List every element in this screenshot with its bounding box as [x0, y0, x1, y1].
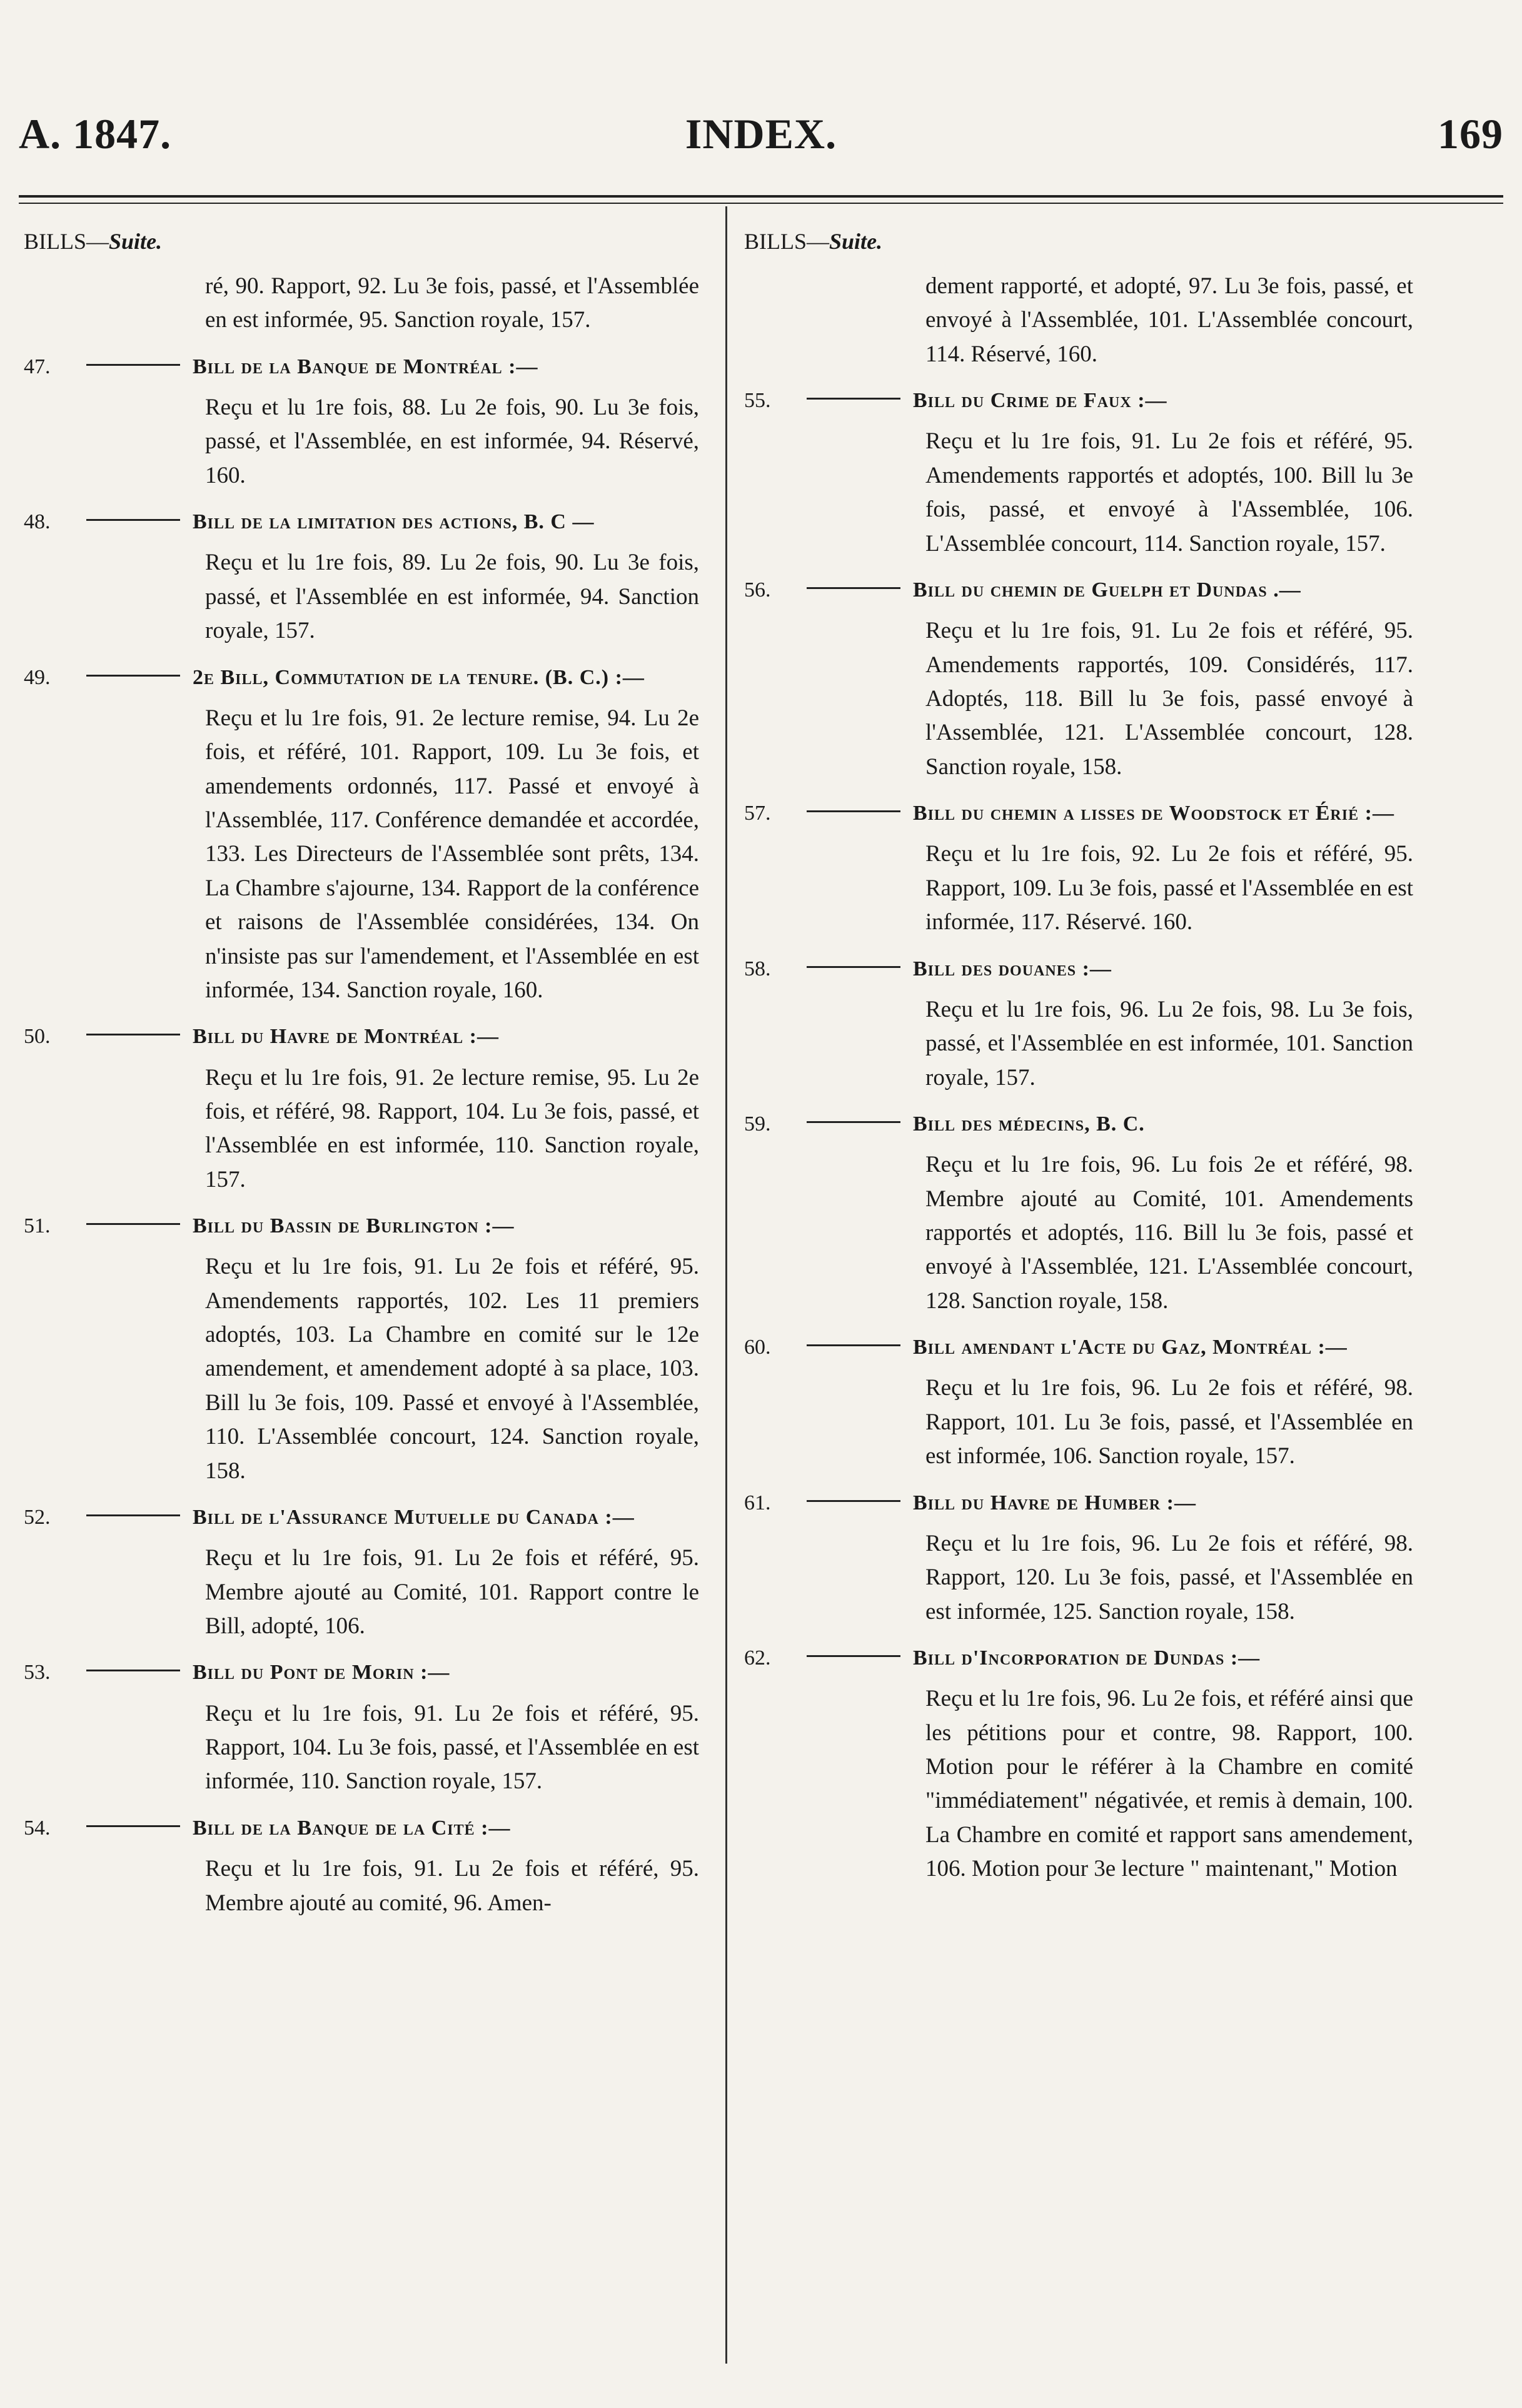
entry-head: [24, 506, 712, 537]
heading-suite: Suite.: [109, 229, 163, 254]
index-entry: [744, 1643, 1426, 1887]
entry-dash: [86, 364, 180, 366]
entry-head: [744, 1332, 1426, 1363]
entry-number: 48.: [24, 510, 51, 534]
entry-number: 52.: [24, 1505, 51, 1529]
entry-title: Bill de la Banque de Montréal :—: [193, 355, 538, 378]
index-entry: [24, 1657, 712, 1798]
index-entry: [24, 1211, 712, 1488]
entry-text: Reçu et lu 1re fois, 96. Lu 2e fois et référé, 98. Rapport, 120. Lu 3e fois, passé, et l'Assemblée en est informée, 125. Sanction royale, 158.: [925, 1530, 1413, 1625]
entry-number: 51.: [24, 1214, 51, 1238]
index-entry: [744, 385, 1426, 561]
entry-text: Reçu et lu 1re fois, 96. Lu 2e fois, et référé ainsi que les pétitions pour et contre, 98. Rapport, 100. Motion pour le référer à la Chambre en comité "immédiatement" négativée, et remis à demain, 100. La Chambre en comité et rapport sans amendement, 106. Motion pour 3e lecture " maintenant," Motion: [925, 1686, 1413, 1882]
header-rule-thin: [19, 203, 1503, 204]
entry-number: 58.: [744, 957, 771, 980]
entry-title: Bill de la Banque de la Cité :—: [193, 1816, 511, 1840]
index-entry: [744, 798, 1426, 939]
index-entry: [744, 1488, 1426, 1629]
index-entry: [744, 954, 1426, 1095]
entry-head: [24, 1211, 712, 1241]
entry-number: 56.: [744, 578, 771, 602]
entry-dash: [86, 1825, 180, 1827]
entry-text: Reçu et lu 1re fois, 89. Lu 2e fois, 90. Lu 3e fois, passé, et l'Assemblée en est informée, 94. Sanction royale, 157.: [205, 550, 699, 644]
entry-text: Reçu et lu 1re fois, 96. Lu 2e fois et référé, 98. Rapport, 101. Lu 3e fois, passé, et l'Assemblée en est informée, 106. Sanction royale, 157.: [925, 1375, 1413, 1469]
index-entry: [24, 351, 712, 493]
entry-title: Bill de la limitation des actions, B. C —: [193, 510, 595, 534]
entry-dash: [86, 1670, 180, 1671]
index-entry: [24, 1813, 712, 1920]
entry-number: 55.: [744, 389, 771, 413]
entry-number: 59.: [744, 1112, 771, 1136]
entry-title: Bill du chemin a lisses de Woodstock et Érié :—: [913, 802, 1394, 825]
entry-head: [744, 575, 1426, 605]
entry-number: 61.: [744, 1491, 771, 1514]
heading-main: BILLS—: [24, 229, 109, 254]
entry-number: 62.: [744, 1646, 771, 1670]
entry-head: [24, 351, 712, 382]
left-column: [24, 228, 712, 1934]
entry-text: Reçu et lu 1re fois, 88. Lu 2e fois, 90. Lu 3e fois, passé, et l'Assemblée, en est informée, 94. Réservé, 160.: [205, 395, 699, 488]
index-entry: [744, 1332, 1426, 1473]
entry-title: Bill du Havre de Montréal :—: [193, 1025, 499, 1049]
entry-dash: [807, 1121, 900, 1123]
entry-dash: [86, 1223, 180, 1225]
entry-text: Reçu et lu 1re fois, 91. Lu 2e fois et référé, 95. Membre ajouté au comité, 96. Amen-: [205, 1856, 699, 1916]
entry-head: [744, 385, 1426, 416]
entry-number: 47.: [24, 355, 51, 378]
entry-text: Reçu et lu 1re fois, 96. Lu fois 2e et référé, 98. Membre ajouté au Comité, 101. Amendements rapportés et adoptés, 116. Bill lu 3e fois, passé et envoyé à l'Assemblée, 121. L'Assemblée concourt, 128. Sanction royale, 158.: [925, 1152, 1413, 1314]
entry-text: Reçu et lu 1re fois, 91. Lu 2e fois et référé, 95. Amendements rapportés, 109. Considérés, 117. Adoptés, 118. Bill lu 3e fois, passé envoyé à l'Assemblée, 121. L'Assemblée concourt, 128. Sanction royale, 158.: [925, 618, 1413, 780]
continuation-text: ré, 90. Rapport, 92. Lu 3e fois, passé, et l'Assemblée en est informée, 95. Sanction royale, 157.: [205, 273, 699, 333]
entry-head: [24, 662, 712, 693]
entry-number: 50.: [24, 1025, 51, 1049]
entry-head: [24, 1502, 712, 1533]
entry-title: Bill des médecins, B. C.: [913, 1112, 1145, 1136]
header-title: INDEX.: [685, 110, 837, 158]
index-entry: [744, 1109, 1426, 1318]
entry-dash: [807, 1655, 900, 1657]
entry-text: Reçu et lu 1re fois, 96. Lu 2e fois, 98. Lu 3e fois, passé, et l'Assemblée en est informée, 101. Sanction royale, 157.: [925, 996, 1413, 1091]
page-header: [19, 109, 1503, 184]
entry-dash: [807, 810, 900, 812]
entry-text: Reçu et lu 1re fois, 91. Lu 2e fois et référé, 95. Membre ajouté au Comité, 101. Rapport contre le Bill, adopté, 106.: [205, 1545, 699, 1640]
index-entry: [24, 1502, 712, 1643]
entry-title: Bill du Havre de Humber :—: [913, 1491, 1196, 1514]
entry-title: Bill du Pont de Morin :—: [193, 1661, 450, 1685]
entry-text: Reçu et lu 1re fois, 91. Lu 2e fois et référé, 95. Amendements rapportés et adoptés, 100. Bill lu 3e fois, passé, et envoyé à l'Assemblée, 106. L'Assemblée concourt, 114. Sanction royale, 157.: [925, 428, 1413, 557]
entry-text: Reçu et lu 1re fois, 91. Lu 2e fois et référé, 95. Amendements rapportés, 102. Les 11 premiers adoptés, 103. La Chambre en comité sur le 12e amendement, et amendement adopté à sa place, 103. Bill lu 3e fois, 109. Passé et envoyé à l'Assemblée, 110. L'Assemblée concourt, 124. Sanction royale, 158.: [205, 1254, 699, 1484]
header-year: A. 1847.: [19, 110, 172, 158]
entry-number: 57.: [744, 802, 771, 825]
entry-head: [24, 1021, 712, 1052]
entry-dash: [807, 398, 900, 400]
column-heading: [744, 228, 1426, 254]
entry-number: 53.: [24, 1661, 51, 1685]
entry-title: 2e Bill, Commutation de la tenure. (B. C.) :—: [193, 665, 645, 689]
entry-head: [744, 954, 1426, 984]
heading-suite: Suite.: [829, 229, 883, 254]
entry-head: [744, 1643, 1426, 1673]
entry-head: [744, 798, 1426, 829]
entry-dash: [807, 587, 900, 589]
right-column: [744, 228, 1426, 1900]
header-rule-thick: [19, 195, 1503, 198]
entry-text: Reçu et lu 1re fois, 91. 2e lecture remise, 94. Lu 2e fois, et référé, 101. Rapport, 109. Lu 3e fois, et amendements ordonnés, 117. Passé et envoyé à l'Assemblée, 117. Conférence demandée et accordée, 133. Les Directeurs de l'Assemblée sont prêts, 134. La Chambre s'ajourne, 134. Rapport de la conférence et raisons de l'Assemblée considérées, 134. On n'insiste pas sur l'amendement, et l'Assemblée en est informée, 134. Sanction royale, 160.: [205, 705, 699, 1003]
entry-dash: [86, 1034, 180, 1035]
entry-head: [744, 1488, 1426, 1518]
entry-text: Reçu et lu 1re fois, 91. Lu 2e fois et référé, 95. Rapport, 104. Lu 3e fois, passé, et l'Assemblée en est informée, 110. Sanction royale, 157.: [205, 1700, 699, 1795]
entry-number: 60.: [744, 1336, 771, 1359]
column-divider: [725, 206, 727, 2364]
index-entry: [744, 575, 1426, 784]
entry-number: 49.: [24, 665, 51, 689]
entry-text: Reçu et lu 1re fois, 91. 2e lecture remise, 95. Lu 2e fois, et référé, 98. Rapport, 104. Lu 3e fois, passé, et l'Assemblée en est informée, 110. Sanction royale, 157.: [205, 1064, 699, 1192]
entry-list: [24, 351, 712, 1920]
entry-number: 54.: [24, 1816, 51, 1840]
index-entry: [24, 506, 712, 648]
entry-dash: [86, 1514, 180, 1516]
column-heading: [24, 228, 712, 254]
index-entry: [24, 662, 712, 1008]
index-entry: [24, 1021, 712, 1197]
entry-text: Reçu et lu 1re fois, 92. Lu 2e fois et référé, 95. Rapport, 109. Lu 3e fois, passé et l'Assemblée en est informée, 117. Réservé. 160.: [925, 841, 1413, 935]
entry-title: Bill amendant l'Acte du Gaz, Montréal :—: [913, 1336, 1348, 1359]
continuation-text: dement rapporté, et adopté, 97. Lu 3e fois, passé, et envoyé à l'Assemblée, 101. L'Assemblée concourt, 114. Réservé, 160.: [925, 273, 1413, 367]
entry-title: Bill du chemin de Guelph et Dundas .—: [913, 578, 1301, 602]
entry-dash: [807, 1500, 900, 1502]
entry-title: Bill d'Incorporation de Dundas :—: [913, 1646, 1261, 1670]
entry-title: Bill des douanes :—: [913, 957, 1112, 980]
entry-dash: [86, 675, 180, 677]
page-number: 169: [1438, 110, 1503, 158]
entry-dash: [807, 1344, 900, 1346]
heading-main: BILLS—: [744, 229, 830, 254]
entry-dash: [86, 519, 180, 521]
entry-dash: [807, 966, 900, 968]
entry-head: [24, 1657, 712, 1688]
entry-head: [24, 1813, 712, 1843]
entry-title: Bill de l'Assurance Mutuelle du Canada :—: [193, 1505, 635, 1529]
entry-list: [744, 385, 1426, 1886]
entry-head: [744, 1109, 1426, 1139]
entry-title: Bill du Bassin de Burlington :—: [193, 1214, 515, 1238]
entry-title: Bill du Crime de Faux :—: [913, 389, 1167, 413]
